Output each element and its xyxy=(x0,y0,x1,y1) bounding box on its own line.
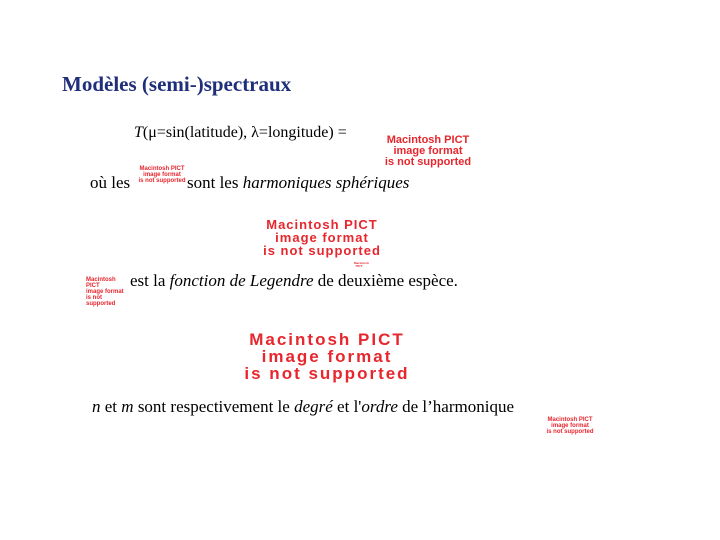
open-paren: ( xyxy=(142,124,149,141)
pict-placeholder-equation xyxy=(376,135,480,168)
pict-text-3: is not supported xyxy=(384,156,472,168)
lambda-symbol: λ xyxy=(251,124,259,141)
spherical-harmonics-line xyxy=(90,173,130,193)
pict-text-1: Macintosh PICT xyxy=(249,330,405,349)
pict-placeholder-legendre xyxy=(86,277,130,307)
pict-text-2: image format xyxy=(261,347,393,366)
pict-text-1: Macintosh PICT xyxy=(86,277,116,289)
spherical-harmonics-suffix xyxy=(187,173,409,193)
pict-placeholder-harmonic xyxy=(137,166,187,184)
mu-symbol: μ xyxy=(148,124,157,141)
pict-text-1: Macintosh PICT xyxy=(139,166,185,172)
pict-placeholder-formula-2 xyxy=(192,331,462,382)
line4-text1: sont respectivement le xyxy=(133,397,295,416)
n-symbol: n xyxy=(92,397,101,416)
lambda-definition: =longitude) = xyxy=(258,124,347,141)
pict-placeholder-tiny xyxy=(354,261,369,268)
legendre-line xyxy=(130,271,458,291)
slide-title: Modèles (semi-)spectraux xyxy=(62,72,292,96)
line4-et2: et l' xyxy=(332,397,362,416)
line3-text1: est la xyxy=(130,271,170,290)
equation-line xyxy=(134,124,347,142)
pict-text-2: image format xyxy=(275,230,369,245)
degree-order-line xyxy=(92,397,514,417)
line3-emphasis: fonction de Legendre xyxy=(169,271,314,290)
line2-middle: sont les xyxy=(187,173,243,192)
ordre-word: ordre xyxy=(361,397,398,416)
pict-text-1: Macintosh PICT xyxy=(354,261,369,268)
pict-text-2: image format xyxy=(143,172,181,178)
pict-text-1: Macintosh PICT xyxy=(266,217,378,232)
pict-text-1: Macintosh PICT xyxy=(547,417,593,423)
pict-placeholder-harmonic-end xyxy=(543,417,597,435)
pict-text-3: is not supported xyxy=(244,364,410,383)
pict-text-1: Macintosh PICT xyxy=(386,134,470,146)
line4-text2: de l’harmonique xyxy=(397,397,515,416)
pict-text-3: is not supported xyxy=(138,178,186,184)
pict-placeholder-formula-1 xyxy=(214,218,430,257)
mu-definition: =sin(latitude), xyxy=(156,124,252,141)
line2-emphasis: harmoniques sphériques xyxy=(242,173,410,192)
pict-text-2: image format xyxy=(86,289,124,295)
line2-prefix: où les xyxy=(90,173,131,192)
pict-text-3: is not supported xyxy=(86,295,116,307)
line4-et1: et xyxy=(100,397,122,416)
t-symbol: T xyxy=(134,124,143,141)
pict-text-3: is not supported xyxy=(263,243,381,258)
pict-text-2: image format xyxy=(551,423,589,429)
degre-word: degré xyxy=(294,397,333,416)
pict-text-2: image format xyxy=(393,145,463,157)
m-symbol: m xyxy=(121,397,134,416)
pict-text-3: is not supported xyxy=(546,429,594,435)
line3-text2: de deuxième espèce. xyxy=(313,271,458,290)
